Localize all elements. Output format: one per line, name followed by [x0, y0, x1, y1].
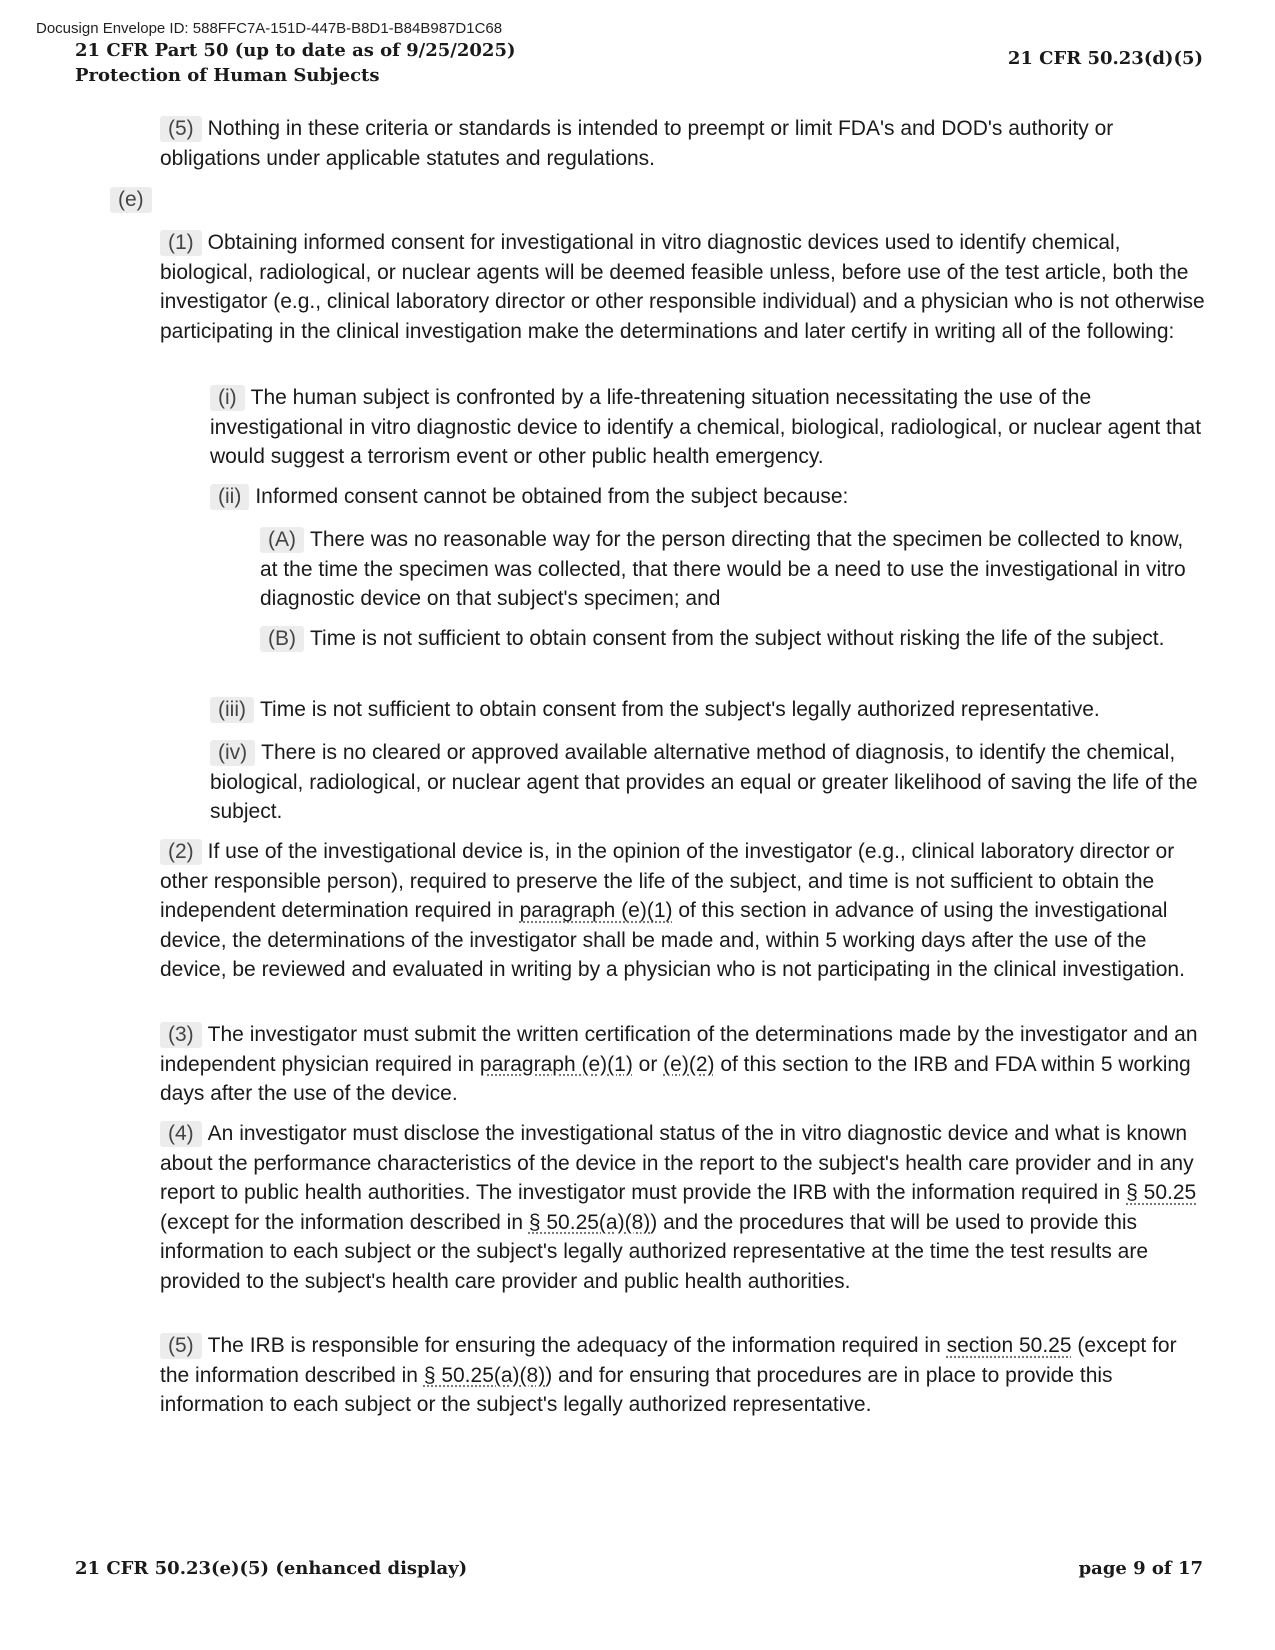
footer-citation: 21 CFR 50.23(e)(5) (enhanced display) [75, 1558, 468, 1579]
header-subject-title: Protection of Human Subjects [75, 65, 380, 86]
docusign-envelope-id: Docusign Envelope ID: 588FFC7A-151D-447B-B8D1-B84B987D1C68 [36, 20, 503, 37]
paragraph-e1-link[interactable]: paragraph (e)(1) [479, 1052, 633, 1076]
paragraph-label: (4) [160, 1121, 202, 1147]
paragraph-e3 [160, 1020, 1205, 1109]
paragraph-text: ) and for ensuring that procedures are in place to provide this information to each subject or the subject's legally authorized representative. [160, 1363, 1113, 1416]
section-50-25-a-8-link[interactable]: § 50.25(a)(8) [423, 1363, 546, 1387]
paragraph-e1-iv [210, 738, 1205, 827]
paragraph-text: of this section in advance of using the investigational device, the determinations of the investigator shall be made and, within 5 working days after the use of the device, be reviewed and evaluated in writing by a physician who is not participating in the clinical investigation. [160, 899, 1185, 981]
paragraph-label: (1) [160, 230, 202, 256]
paragraph-label: (i) [210, 385, 245, 411]
section-50-25-a-8-link[interactable]: § 50.25(a)(8) [528, 1210, 651, 1234]
paragraph-text: or [632, 1052, 664, 1076]
paragraph-e2-link[interactable]: (e)(2) [663, 1052, 715, 1076]
paragraph-text: The IRB is responsible for ensuring the adequacy of the information required in [207, 1334, 947, 1357]
section-50-25-link[interactable]: § 50.25 [1126, 1181, 1197, 1204]
paragraph-label: (B) [260, 626, 304, 652]
paragraph-text: Obtaining informed consent for investigational in vitro diagnostic devices used to identify chemical, biological, radiological, or nuclear agents will be deemed feasible unless, before use of the test article, both the investigator (e.g., clinical laboratory director or other responsible individual) and a physician who is not otherwise participating in the clinical investigation make the determinations and later certify in writing all of the following: [160, 231, 1205, 343]
paragraph-e1-i [210, 383, 1205, 472]
paragraph-e [110, 185, 158, 215]
paragraph-e1-ii-A [260, 525, 1205, 614]
page-number: page 9 of 17 [1078, 1558, 1203, 1579]
paragraph-label: (A) [260, 527, 304, 553]
paragraph-e4 [160, 1119, 1205, 1296]
paragraph-text: The investigator must submit the written certification of the determinations made by the investigator and an independent physician required in [160, 1023, 1198, 1076]
paragraph-text: ) and the procedures that will be used to provide this information to each subject or the subject's legally authorized representative at the time the test results are provided to the subject's health care provider and public health authorities. [160, 1210, 1149, 1293]
header-section-citation: 21 CFR 50.23(d)(5) [1007, 48, 1203, 69]
paragraph-label: (e) [110, 187, 152, 213]
paragraph-e2 [160, 837, 1205, 985]
paragraph-text: An investigator must disclose the investigational status of the in vitro diagnostic device and what is known about the performance characteristics of the device in the report to the subject's health care provider and in any report to public health authorities. The investigator must provide the IRB with the information required in [160, 1122, 1194, 1204]
paragraph-text: There is no cleared or approved available alternative method of diagnosis, to identify the chemical, biological, radiological, or nuclear agent that provides an equal or greater likelihood of saving the life of the subject. [210, 741, 1198, 823]
paragraph-label: (5) [160, 116, 202, 142]
paragraph-label: (3) [160, 1022, 202, 1048]
paragraph-text: Time is not sufficient to obtain consent from the subject's legally authorized representative. [259, 698, 1100, 721]
paragraph-text: of this section to the IRB and FDA within 5 working days after the use of the device. [160, 1052, 1191, 1105]
paragraph-text: (except for the information described in [160, 1210, 529, 1234]
paragraph-e5 [160, 1331, 1205, 1420]
paragraph-text: If use of the investigational device is, in the opinion of the investigator (e.g., clinical laboratory director or other responsible person), required to preserve the life of the subject, and time is not sufficient to obtain the independent determination required in [160, 840, 1175, 922]
paragraph-label: (iii) [210, 697, 254, 723]
header-part-title: 21 CFR Part 50 (up to date as of 9/25/2025) [75, 40, 516, 61]
paragraph-text: The human subject is confronted by a life-threatening situation necessitating the use of the investigational in vitro diagnostic device to identify a chemical, biological, radiological, or nuclear agent that would suggest a terrorism event or other public health emergency. [210, 386, 1202, 468]
paragraph-label: (iv) [210, 740, 255, 766]
paragraph-text: There was no reasonable way for the person directing that the specimen be collected to know, at the time the specimen was collected, that there would be a need to use the investigational in vitro diagnostic device on that subject's specimen; and [260, 528, 1186, 610]
paragraph-label: (ii) [210, 484, 249, 510]
paragraph-e1 [160, 228, 1205, 346]
paragraph-d5 [160, 114, 1205, 173]
section-50-25-link[interactable]: section 50.25 [946, 1334, 1072, 1357]
paragraph-text: Time is not sufficient to obtain consent from the subject without risking the life of the subject. [310, 627, 1165, 650]
paragraph-e1-ii [210, 482, 1205, 512]
paragraph-text: Informed consent cannot be obtained from the subject because: [255, 485, 849, 508]
paragraph-label: (2) [160, 839, 202, 865]
paragraph-e1-link[interactable]: paragraph (e)(1) [519, 899, 673, 922]
paragraph-text: (except for the information described in [160, 1334, 1177, 1387]
paragraph-e1-iii [210, 695, 1205, 725]
paragraph-label: (5) [160, 1333, 202, 1359]
paragraph-e1-ii-B [260, 624, 1205, 654]
document-header [75, 38, 515, 88]
paragraph-text: Nothing in these criteria or standards is intended to preempt or limit FDA's and DOD's authority or obligations under applicable statutes and regulations. [160, 117, 1114, 170]
